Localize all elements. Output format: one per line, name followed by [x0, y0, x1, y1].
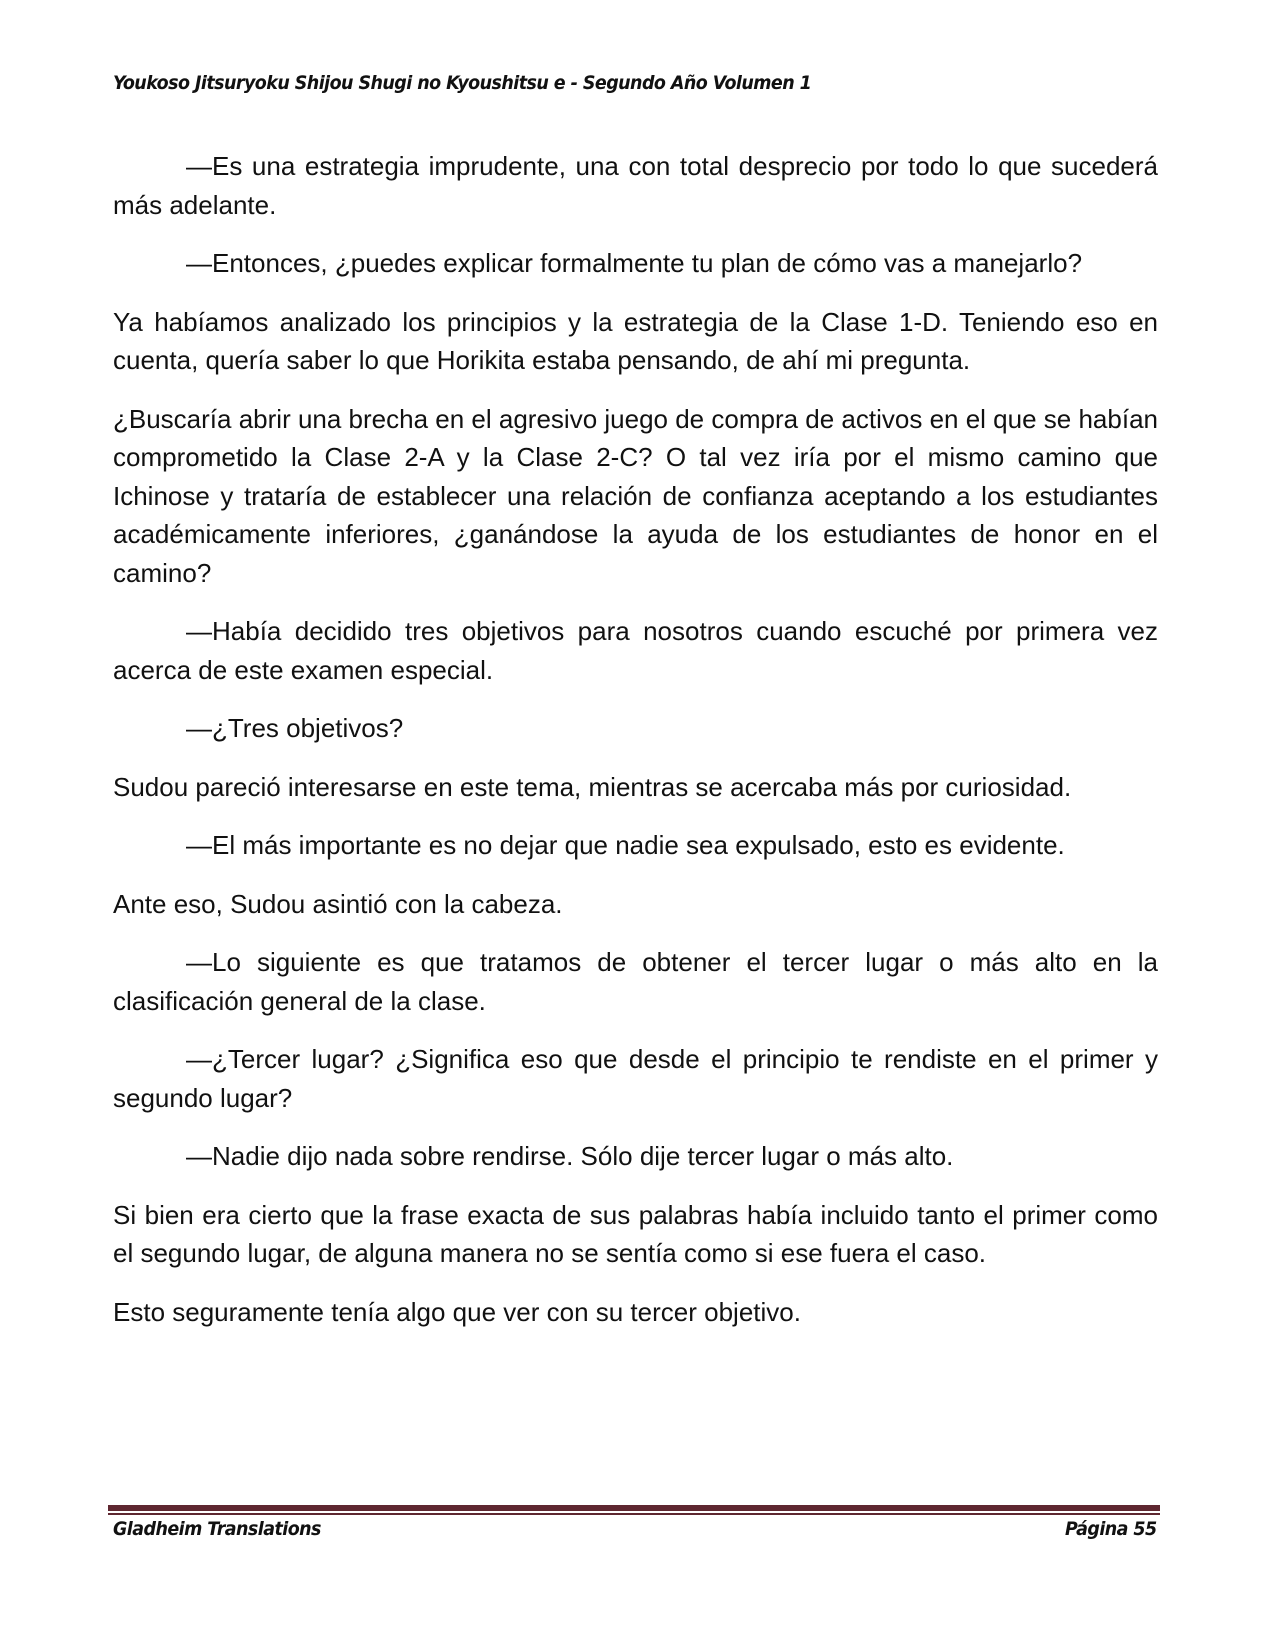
dialogue-paragraph: —Es una estrategia imprudente, una con total desprecio por todo lo que sucederá más adelante. — [113, 151, 1158, 220]
narration-paragraph: Si bien era cierto que la frase exacta de sus palabras había incluido tanto el primer como el segundo lugar, de alguna manera no se sentía como si ese fuera el caso. — [113, 1199, 1158, 1268]
dialogue-paragraph: —Nadie dijo nada sobre rendirse. Sólo dije tercer lugar o más alto. — [186, 1141, 954, 1171]
narration-paragraph: Sudou pareció interesarse en este tema, mientras se acercaba más por curiosidad. — [113, 771, 1072, 802]
narration-paragraph: Ya habíamos analizado los principios y la estrategia de la Clase 1-D. Teniendo eso en cuenta, quería saber lo que Horikita estaba pensando, de ahí mi pregunta. — [113, 306, 1158, 375]
footer-rule-thin — [108, 1513, 1160, 1515]
running-header: Youkoso Jitsuryoku Shijou Shugi no Kyoushitsu e - Segundo Año Volumen 1 — [113, 72, 812, 94]
narration-paragraph: Ante eso, Sudou asintió con la cabeza. — [113, 888, 563, 919]
footer-page-number: Página 55 — [1065, 1518, 1157, 1540]
footer-rule-thick — [108, 1505, 1160, 1511]
footer-translator: Gladheim Translations — [113, 1518, 321, 1540]
dialogue-paragraph: —Lo siguiente es que tratamos de obtener el tercer lugar o más alto en la clasificación general de la clase. — [113, 947, 1158, 1016]
dialogue-paragraph: —Entonces, ¿puedes explicar formalmente tu plan de cómo vas a manejarlo? — [186, 248, 1083, 278]
dialogue-paragraph: —El más importante es no dejar que nadie sea expulsado, esto es evidente. — [186, 830, 1065, 860]
dialogue-paragraph: —Había decidido tres objetivos para nosotros cuando escuché por primera vez acerca de este examen especial. — [113, 616, 1158, 685]
dialogue-paragraph: —¿Tercer lugar? ¿Significa eso que desde el principio te rendiste en el primer y segundo lugar? — [113, 1044, 1158, 1113]
narration-paragraph: ¿Buscaría abrir una brecha en el agresivo juego de compra de activos en el que se habían comprometido la Clase 2-A y la Clase 2-C? O tal vez iría por el mismo camino que Ichinose y trataría de establecer una relación de confianza aceptando a los estudiantes académicamente inferiores, ¿ganándose la ayuda de los estudiantes de honor en el camino? — [113, 403, 1158, 588]
page-body — [113, 147, 1158, 1351]
narration-paragraph: Esto seguramente tenía algo que ver con su tercer objetivo. — [113, 1296, 801, 1327]
dialogue-paragraph: —¿Tres objetivos? — [186, 713, 404, 743]
